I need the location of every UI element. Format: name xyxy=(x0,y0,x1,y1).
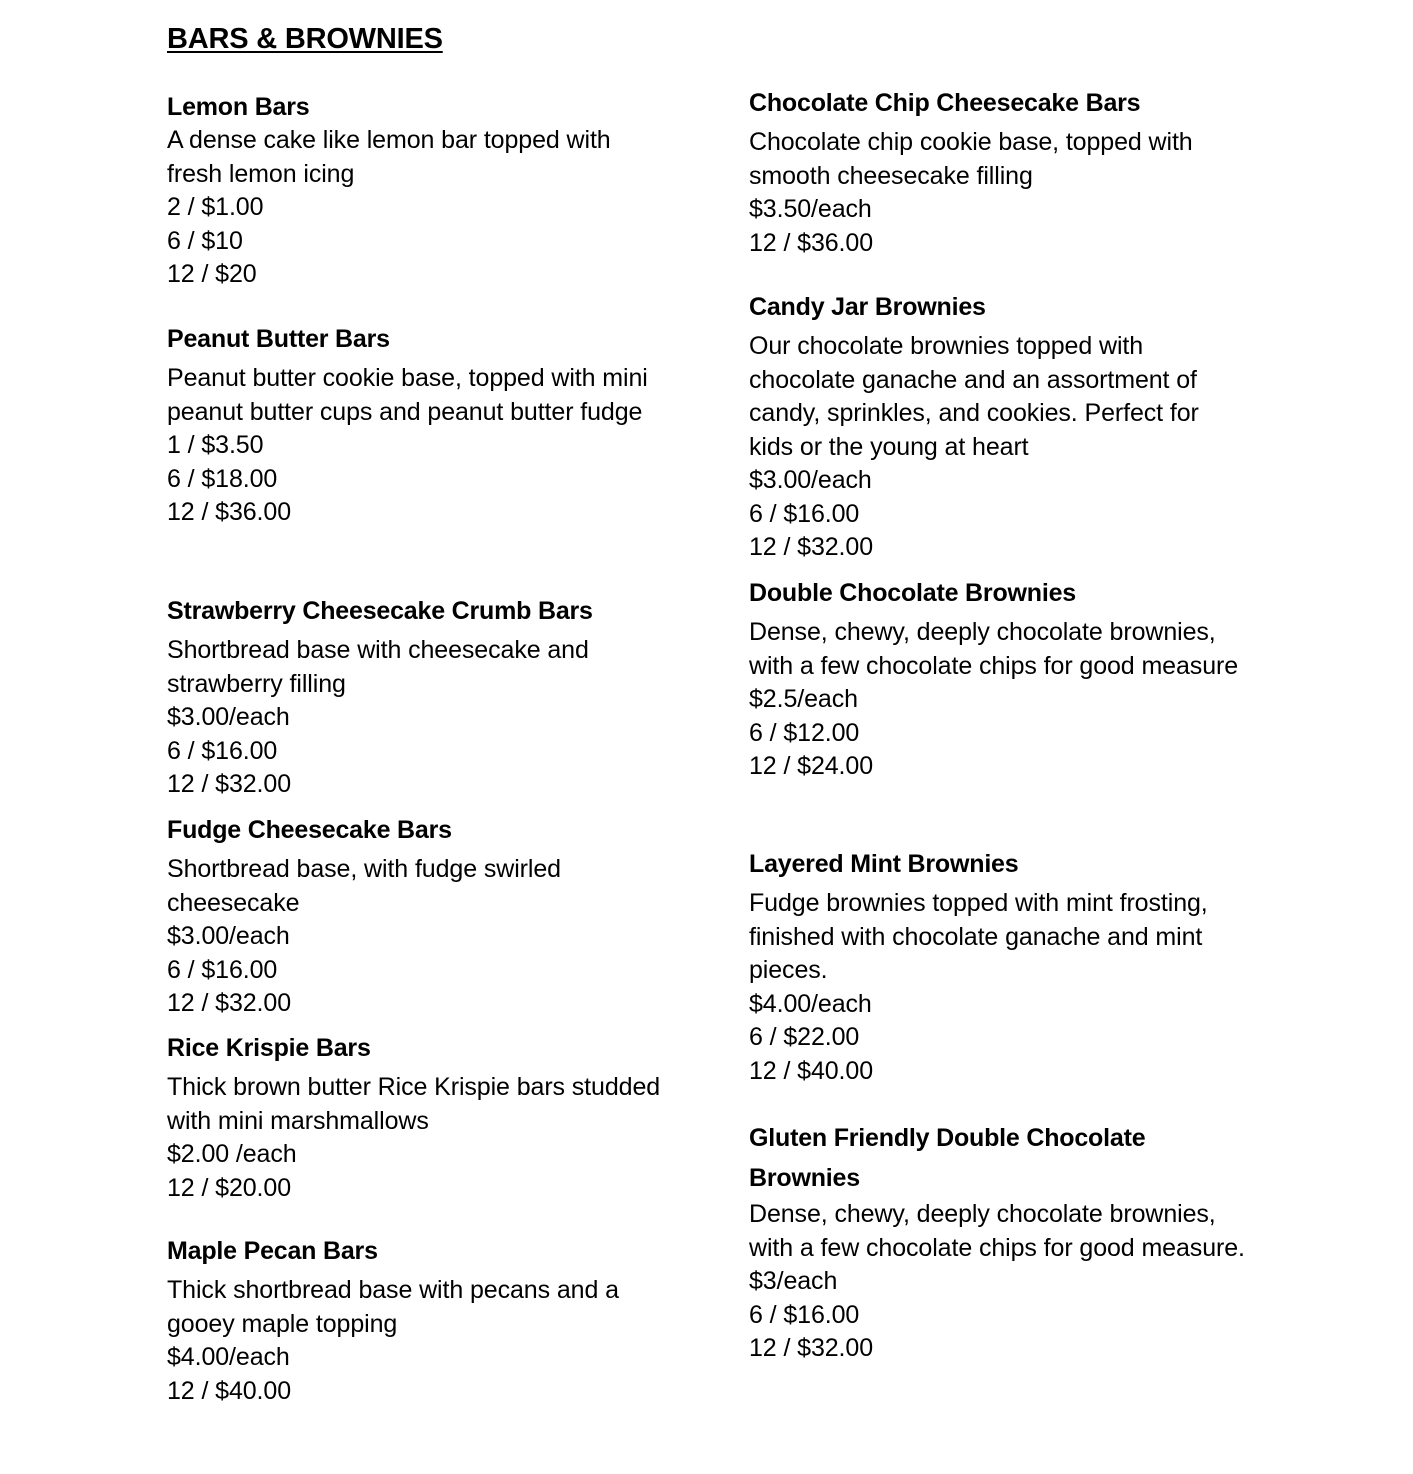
item-name: Double Chocolate Brownies xyxy=(749,579,1076,607)
menu-item-maple-pecan-bars xyxy=(167,1234,667,1408)
item-name: Peanut Butter Bars xyxy=(167,325,390,353)
price-line: $3.00/each xyxy=(167,922,290,950)
item-name: Strawberry Cheesecake Crumb Bars xyxy=(167,597,593,625)
price-list xyxy=(167,1138,667,1205)
price-line: $3.50/each xyxy=(749,195,872,223)
price-line: 6 / $16.00 xyxy=(749,499,860,528)
menu-item-chocolate-chip-cheesecake-bars xyxy=(749,86,1249,260)
price-line: 12 / $40.00 xyxy=(749,1056,874,1085)
price-line: $3.00/each xyxy=(167,703,290,731)
page-title: BARS & BROWNIES xyxy=(167,23,443,55)
price-line: $2.00 /each xyxy=(167,1140,297,1168)
price-line: 1 / $3.50 xyxy=(167,431,264,459)
price-line: 12 / $36.00 xyxy=(167,498,292,526)
item-name: Candy Jar Brownies xyxy=(749,293,986,321)
item-name: Lemon Bars xyxy=(167,93,310,121)
item-name: Rice Krispie Bars xyxy=(167,1034,371,1062)
price-line: 12 / $32.00 xyxy=(167,770,292,798)
price-list xyxy=(167,429,667,530)
price-list xyxy=(167,920,667,1021)
menu-item-double-chocolate-brownies xyxy=(749,576,1249,784)
item-description: Peanut butter cookie base, topped with mini peanut butter cups and peanut butter fudge xyxy=(167,364,648,426)
price-line: 6 / $10 xyxy=(167,226,243,255)
menu-item-strawberry-cheesecake-crumb-bars xyxy=(167,594,667,802)
item-name: Layered Mint Brownies xyxy=(749,850,1019,878)
price-list xyxy=(167,191,667,292)
item-description: Thick shortbread base with pecans and a gooey maple topping xyxy=(167,1276,619,1338)
price-line: 6 / $16.00 xyxy=(167,736,278,765)
price-list xyxy=(749,988,1249,1089)
item-name: Fudge Cheesecake Bars xyxy=(167,816,452,844)
price-line: 12 / $20.00 xyxy=(167,1173,292,1202)
item-description: Thick brown butter Rice Krispie bars studded with mini marshmallows xyxy=(167,1073,661,1135)
menu-item-candy-jar-brownies xyxy=(749,290,1249,565)
price-list xyxy=(749,464,1249,565)
price-line: 12 / $32.00 xyxy=(749,533,874,561)
menu-item-layered-mint-brownies xyxy=(749,847,1249,1088)
item-description: Dense, chewy, deeply chocolate brownies, with a few chocolate chips for good measure xyxy=(749,618,1239,680)
item-name: Maple Pecan Bars xyxy=(167,1237,378,1265)
menu-item-peanut-butter-bars xyxy=(167,322,667,530)
price-line: 6 / $16.00 xyxy=(167,955,278,984)
price-line: 12 / $32.00 xyxy=(167,989,292,1017)
item-description: Fudge brownies topped with mint frosting, finished with chocolate ganache and mint pieces. xyxy=(749,889,1208,984)
price-line: 6 / $16.00 xyxy=(749,1300,860,1329)
price-line: 6 / $12.00 xyxy=(749,718,860,747)
item-description: A dense cake like lemon bar topped with fresh lemon icing xyxy=(167,126,611,188)
price-list xyxy=(167,1341,667,1408)
price-list xyxy=(749,683,1249,784)
price-line: 12 / $32.00 xyxy=(749,1334,874,1362)
price-list xyxy=(167,701,667,802)
item-description: Chocolate chip cookie base, topped with smooth cheesecake filling xyxy=(749,128,1193,190)
item-description: Shortbread base, with fudge swirled cheesecake xyxy=(167,855,561,917)
price-line: $2.5/each xyxy=(749,685,858,713)
price-list xyxy=(749,1265,1169,1366)
price-line: 2 / $1.00 xyxy=(167,193,264,221)
price-line: $4.00/each xyxy=(167,1343,290,1371)
item-name: Chocolate Chip Cheesecake Bars xyxy=(749,89,1141,117)
menu-item-gluten-friendly-double-chocolate-brownies xyxy=(749,1118,1245,1366)
item-name: Gluten Friendly Double Chocolate Brownies xyxy=(749,1124,1146,1192)
menu-item-rice-krispie-bars xyxy=(167,1031,667,1205)
price-line: 6 / $22.00 xyxy=(749,1023,860,1051)
price-line: 12 / $40.00 xyxy=(167,1376,292,1405)
item-description: Shortbread base with cheesecake and strawberry filling xyxy=(167,636,589,698)
price-line: 6 / $18.00 xyxy=(167,464,278,493)
price-list xyxy=(749,193,1249,260)
item-description: Our chocolate brownies topped with chocolate ganache and an assortment of candy, sprinkles, and cookies. Perfect for kids or the young at heart xyxy=(749,332,1199,461)
item-description: Dense, chewy, deeply chocolate brownies, with a few chocolate chips for good measure. xyxy=(749,1200,1245,1262)
price-line: 12 / $36.00 xyxy=(749,228,874,257)
price-line: $4.00/each xyxy=(749,989,872,1018)
price-line: 12 / $24.00 xyxy=(749,752,874,780)
price-line: $3/each xyxy=(749,1267,838,1295)
menu-item-fudge-cheesecake-bars xyxy=(167,813,667,1021)
price-line: $3.00/each xyxy=(749,466,872,494)
price-line: 12 / $20 xyxy=(167,260,257,288)
menu-item-lemon-bars xyxy=(167,90,667,292)
